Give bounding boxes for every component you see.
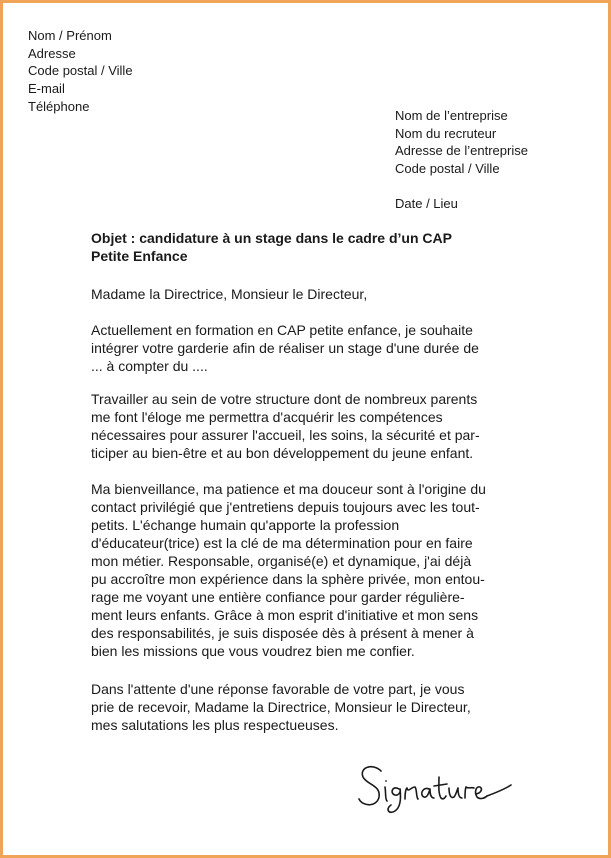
paragraph-line: ment leurs enfants. Grâce à mon esprit d'initiative et mon sens bbox=[91, 607, 479, 623]
paragraph-line: prie de recevoir, Madame la Directrice, Monsieur le Directeur, bbox=[91, 699, 471, 715]
sender-name: Nom / Prénom bbox=[28, 28, 112, 43]
paragraph-line: intégrer votre garderie afin de réaliser un stage d'une durée de bbox=[91, 340, 479, 356]
paragraph-line: ... à compter du .... bbox=[91, 358, 208, 374]
paragraph-line: mes salutations les plus respectueuses. bbox=[91, 717, 339, 733]
paragraph-line: des responsabilités, je suis disposée dès à présent à mener à bbox=[91, 625, 474, 641]
recipient-company: Nom de l’entreprise bbox=[395, 108, 508, 123]
paragraph-line: Ma bienveillance, ma patience et ma douceur sont à l'origine du bbox=[91, 481, 486, 497]
paragraph-line: contact privilégié que j'entretiens depuis toujours avec les tout- bbox=[91, 499, 480, 515]
sender-email: E-mail bbox=[28, 81, 65, 97]
paragraph-line: ticiper au bien-être et au bon développement du jeune enfant. bbox=[91, 445, 474, 461]
recipient-recruiter: Nom du recruteur bbox=[395, 125, 497, 141]
sender-phone: Téléphone bbox=[28, 98, 90, 114]
paragraph-line: me font l'éloge me permettra d'acquérir les compétences bbox=[91, 409, 443, 425]
paragraph-line: Dans l'attente d'une réponse favorable de votre part, je vous bbox=[91, 681, 465, 697]
paragraph-line: pu accroître mon expérience dans la sphère privée, mon entou- bbox=[91, 571, 485, 587]
paragraph-line: mon métier. Responsable, organisé(e) et dynamique, j'ai déjà bbox=[91, 553, 472, 569]
salutation: Madame la Directrice, Monsieur le Directeur, bbox=[91, 286, 368, 302]
paragraph-qualities bbox=[91, 480, 486, 660]
date-place: Date / Lieu bbox=[395, 196, 458, 211]
paragraph-line: Travailler au sein de votre structure dont de nombreux parents bbox=[91, 391, 478, 407]
recipient-postal-city: Code postal / Ville bbox=[395, 161, 500, 177]
recipient-block bbox=[395, 107, 528, 178]
paragraph-motivation bbox=[91, 390, 480, 462]
paragraph-line: nécessaires pour assurer l'accueil, les soins, la sécurité et par- bbox=[91, 427, 480, 443]
subject-line bbox=[91, 230, 531, 265]
sender-postal-city: Code postal / Ville bbox=[28, 63, 133, 79]
signature-image bbox=[355, 759, 515, 815]
paragraph-closing bbox=[91, 680, 471, 734]
paragraph-line: bien les missions que vous voudrez bien me confier. bbox=[91, 643, 415, 659]
paragraph-line: petits. L'échange humain qu'apporte la profession bbox=[91, 517, 400, 533]
subject-line-2: Petite Enfance bbox=[91, 247, 188, 264]
sender-block bbox=[28, 27, 133, 116]
sender-address: Adresse bbox=[28, 45, 76, 61]
paragraph-line: Actuellement en formation en CAP petite enfance, je souhaite bbox=[91, 322, 473, 338]
subject-line-1: Objet : candidature à un stage dans le cadre d’un CAP bbox=[91, 230, 452, 246]
paragraph-line: d'éducateur(trice) est la clé de ma détermination pour en faire bbox=[91, 535, 473, 551]
paragraph-intro bbox=[91, 321, 479, 375]
recipient-address: Adresse de l’entreprise bbox=[395, 143, 528, 159]
paragraph-line: rage me voyant une entière confiance pour garder régulière- bbox=[91, 589, 465, 605]
